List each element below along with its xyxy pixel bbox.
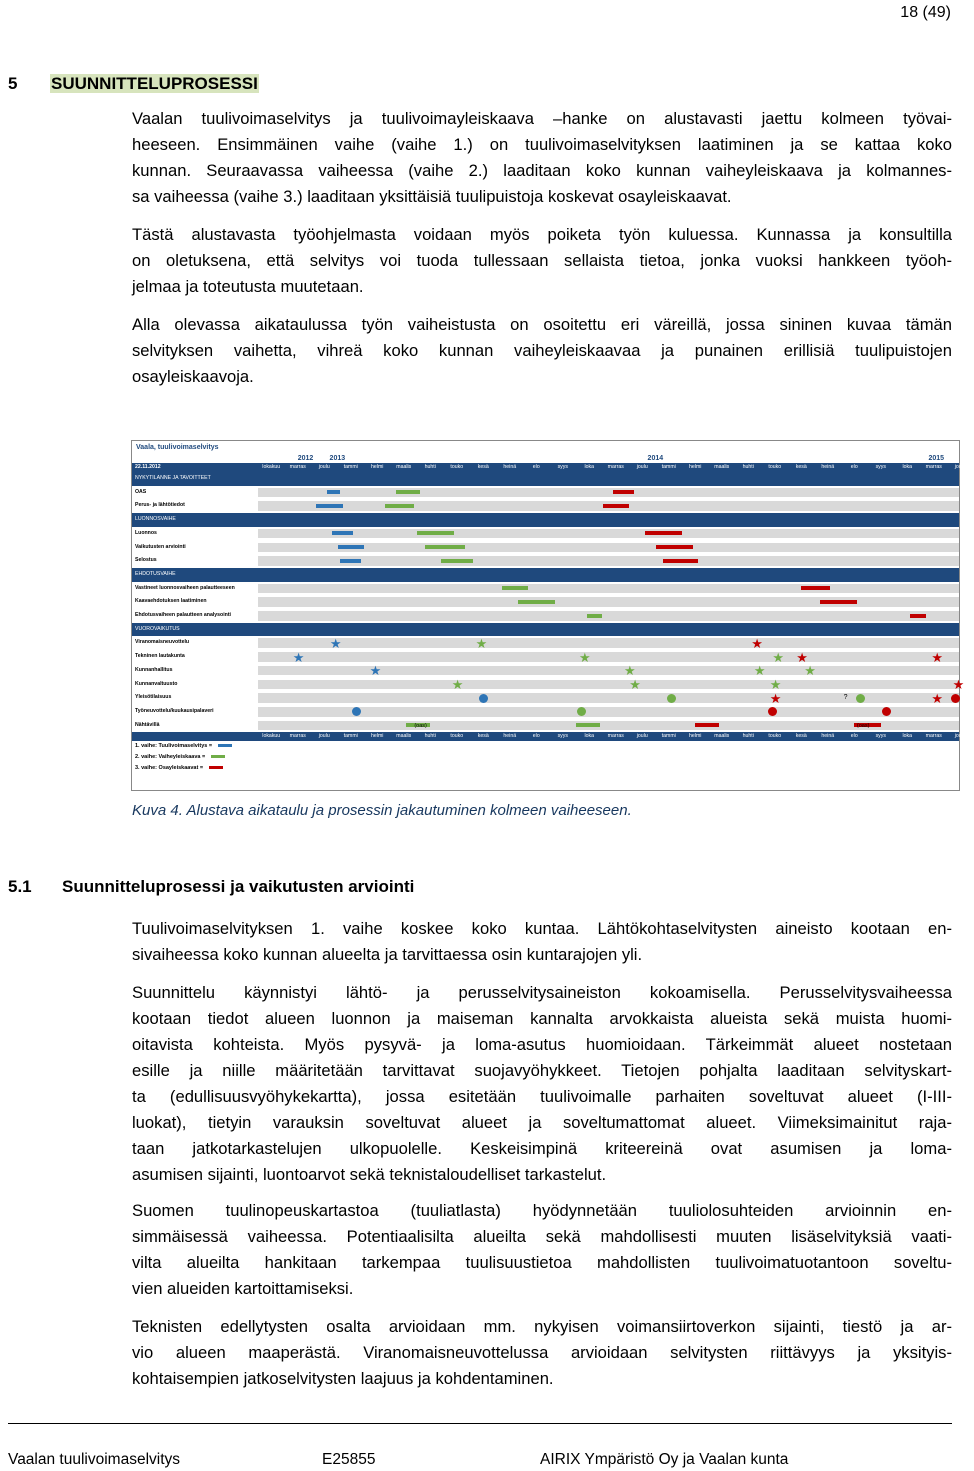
month-label: marras [289,733,306,740]
text-line: Alla olevassa aikataulussa työn vaiheistusta on osoitettu eri väreillä, jossa sininen kuvaa tämän [132,315,952,334]
milestone-star-icon: ★ [751,635,763,651]
oas-label: (oas) [414,722,427,729]
month-label: syys [557,464,568,470]
text-line: Tästä alustavasta työohjelmasta voidaan myös poiketa työn kuluessa. Kunnassa ja konsultilla [132,225,952,244]
task-bar [910,614,926,618]
month-label: heinä [503,464,517,470]
month-label: heinä [821,733,835,740]
paragraph [132,222,952,300]
paragraph [132,1198,952,1302]
task-bar [603,504,630,508]
row-label: Kaavaehdotuksen laatiminen [135,598,207,605]
footer-divider [8,1423,952,1424]
task-bar [425,545,465,549]
month-label: elo [532,464,540,470]
month-label: lokakuu [262,464,281,470]
text-line: luokat), tietyin varauksin soveltuvat alueet ja soveltumattomat alueet. Viimeksimainitut raja- [132,1113,952,1132]
month-label: marras [925,464,942,470]
display-period-bar [695,723,719,727]
row-stripe [258,635,959,651]
text-line: ta (edullisuusvyöhykekartta), jossa esitetään tuulivoimalle parhaiten soveltuvat alueet (I-III- [132,1087,952,1106]
legend-swatch [209,766,223,769]
gantt-title: Vaala, tuulivoimaselvitys [136,444,219,451]
month-label: huhti [424,464,436,470]
text-line: sivaiheessa koko kunnan alueelta ja tarvittaessa osin kuntarajojen yli. [132,945,643,964]
row-stripe [258,677,959,692]
meeting-circle-icon [479,694,488,703]
text-line: Tuulivoimaselvityksen 1. vaihe koskee koko kuntaa. Lähtökohtaselvitysten aineisto kootaan en- [132,919,952,938]
text-line: simmäisessä vaiheessa. Potentiaalisilta alueilta sekä mahdollisesti muuten lisäselvityksiä vaati- [132,1227,952,1246]
section-row [132,568,959,582]
month-label: joulu [636,733,648,740]
month-label: joulu [318,464,330,470]
milestone-star-icon: ★ [451,677,464,692]
month-label: syys [557,733,568,740]
row-label: Viranomaisneuvottelu [135,639,190,646]
section-heading [8,74,259,94]
text-line: sa vaiheessa (vaihe 3.) laaditaan yksittäisiä tuulipuistoja koskevat osayleiskaavat. [132,187,732,206]
task-bar [587,614,603,618]
month-label: joulu [318,733,330,740]
gantt-date: 22.11.2012 [135,464,161,470]
month-label: syys [875,733,886,740]
month-label: kesä [795,464,807,470]
task-bar [441,559,473,563]
month-label: huhti [742,733,754,740]
milestone-star-icon: ★ [769,690,782,706]
legend-label: 1. vaihe: Tuulivoimaselvitys = [135,743,213,750]
month-label: loka [584,464,595,470]
text-line: Suunnittelu käynnistyi lähtö- ja perusselvitysaineiston kokoamisella. Perusselvitysvaiheessa [132,983,952,1002]
section-row [132,623,959,637]
legend-swatch [211,755,225,758]
row-label: Tekninen lautakunta [135,653,185,660]
row-stripe [258,707,959,717]
milestone-star-icon: ★ [578,649,591,665]
month-label: marras [289,464,306,470]
month-label: marras [607,733,624,740]
section-title: SUUNNITTELUPROSESSI [51,74,258,93]
row-stripe [258,663,959,679]
text-line: kunnan. Seuraavassa vaiheessa (vaihe 2.) laaditaan koko kunnan vaiheyleiskaava ja kolmannes- [132,161,952,180]
year-label: 2012 [297,455,314,462]
legend-label: 2. vaihe: Vaiheyleiskaava = [135,754,206,761]
milestone-star-icon: ★ [329,635,342,651]
subsection-number: 5.1 [8,877,32,896]
footer-code: E25855 [322,1451,376,1468]
milestone-star-icon: ★ [624,663,636,679]
month-label: loka [902,464,913,470]
text-line: Suomen tuulinopeuskartastoa (tuuliatlasta) hyödynnetään tuuliolosuhteiden arvioinnin en- [132,1201,952,1220]
row-label: OAS [135,488,147,495]
month-label: elo [850,464,858,470]
text-line: osayleiskaavoja. [132,367,254,386]
milestone-star-icon: ★ [931,690,944,706]
month-label: touko [768,733,782,740]
month-label: huhti [742,464,754,470]
row-stripe [258,649,959,665]
row-label: Vaikutusten arviointi [135,543,186,550]
row-stripe [258,488,959,498]
row-label: Kunnanhallitus [135,666,173,673]
month-label: helmi [689,464,702,470]
row-stripe [258,556,959,566]
row-stripe [258,611,959,621]
month-label: joulu [954,733,966,740]
month-label: helmi [371,464,384,470]
paragraph [132,980,952,1188]
row-label: Selostus [135,557,157,564]
task-bar [820,600,857,604]
text-line: Teknisten edellytysten osalta arvioidaan mm. nykyisen voimansiirtoverkon sijainti, tiestö ja ar- [132,1317,952,1336]
month-label: tammi [343,464,358,470]
task-bar [340,559,361,563]
task-bar [385,504,414,508]
section-row [132,472,959,486]
paragraph [132,106,952,210]
row-stripe [258,529,959,539]
month-label: tammi [343,733,358,740]
milestone-star-icon: ★ [804,663,816,679]
text-line: vilta alueilta hankitaan tarkempaa tuulisuustietoa mahdollisten tuulivoimatuotantoon soveltu- [132,1253,952,1272]
display-period-bar [576,723,600,727]
milestone-star-icon: ★ [796,649,808,665]
month-label: tammi [661,733,676,740]
month-label: elo [850,733,858,740]
task-bar [338,545,365,549]
month-label: heinä [821,464,835,470]
row-label: Kunnanvaltuusto [135,680,178,687]
task-bar [801,586,830,590]
month-label: heinä [503,733,517,740]
schedule-gantt-chart [131,440,966,791]
month-label: joulu [954,464,966,470]
year-label: 2013 [329,455,346,462]
text-line: vio alueen maaperästä. Viranomaisneuvottelussa arvioidaan selvitysten riittävyys ja yksityis- [132,1343,952,1362]
section-number: 5 [8,74,18,93]
subsection-heading [8,877,414,897]
month-label: kesä [477,464,489,470]
month-label: elo [532,733,540,740]
month-label: marras [925,733,942,740]
month-label: maalis [396,464,412,470]
milestone-star-icon: ★ [629,677,641,692]
month-label: touko [768,464,782,470]
oas-label: (oas) [856,722,870,729]
task-bar [518,600,555,604]
text-line: jelmaa ja toteutusta muutetaan. [132,277,364,296]
task-bar [396,490,420,494]
row-label: Vastineet luonnosvaiheen palautteeseen [135,584,235,591]
text-line: taan jatkotarkastelujen ulkopuolelle. Keskeisimpinä kriteereinä ovat asumisen ja loma- [132,1139,952,1158]
month-label: syys [875,464,886,470]
milestone-star-icon: ★ [931,649,944,665]
figure-caption: Kuva 4. Alustava aikataulu ja prosessin jakautuminen kolmeen vaiheeseen. [132,802,632,819]
text-line: Vaalan tuulivoimaselvitys ja tuulivoimayleiskaava –hanke on alustavasti jaettu kolmeen työvai- [132,109,952,128]
text-line: asumisen sijainti, luontoarvot sekä teknistaloudelliset tarkastelut. [132,1165,607,1184]
month-label: loka [584,733,595,740]
row-label: NYKYTILANNE JA TAVOITTEET [135,475,211,481]
row-label: Perus- ja lähtötiedot [135,502,185,509]
text-line: heeseen. Ensimmäinen vaihe (vaihe 1.) on tuulivoimaselvityksen laatiminen ja se kattaa koko [132,135,952,154]
milestone-star-icon: ★ [369,663,382,679]
text-line: vien alueiden kartoittamiseksi. [132,1279,354,1298]
subsection-title: Suunnitteluprosessi ja vaikutusten arviointi [62,877,415,896]
month-label: touko [450,464,464,470]
milestone-star-icon: ★ [772,649,785,665]
milestone-star-icon: ★ [475,635,488,651]
row-label: Yleisötilaisuus [135,694,172,701]
row-label: VUOROVAIKUTUS [135,625,180,632]
month-label: loka [902,733,913,740]
year-label: 2015 [928,455,945,462]
month-label: marras [607,464,624,470]
row-label: EHDOTUSVAIHE [135,570,176,577]
legend-item [135,754,225,760]
row-label: Nähtävillä [135,721,160,728]
milestone-star-icon: ★ [753,663,766,679]
task-bar [613,490,634,494]
paragraph [132,312,952,390]
milestone-star-icon: ★ [292,649,305,665]
task-bar [417,531,454,535]
month-label: kesä [477,733,489,740]
text-line: esille ja niille määritetään tarvittavat suojavyöhykkeet. Tietojen pohjalta laaditaan selvityskart- [132,1061,952,1080]
row-label: Luonnos [135,529,157,536]
milestone-star-icon: ★ [769,677,782,692]
row-stripe [258,690,959,706]
footer-project: Vaalan tuulivoimaselvitys [8,1451,181,1468]
legend-item [135,743,232,749]
month-label: kesä [795,733,807,740]
milestone-star-icon: ★ [952,677,965,692]
task-bar [663,559,697,563]
task-bar [327,490,340,494]
legend-label: 3. vaihe: Osayleiskaavat = [135,765,204,772]
month-label: huhti [424,733,436,740]
footer-company: AIRIX Ympäristö Oy ja Vaalan kunta [540,1451,789,1468]
task-bar [656,545,693,549]
month-label: touko [450,733,464,740]
month-label: helmi [689,733,702,740]
month-label: joulu [636,464,648,470]
text-line: kootaan tiedot alueen luonnon ja maiseman kannalta arvokkaista alueista sekä muista huomi- [132,1009,952,1028]
text-line: on oletuksena, että selvitys voi tuoda tullessaan sellaista tietoa, jonka vuoksi hankkeen työoh- [132,251,952,270]
month-label: maalis [396,733,412,740]
month-label: tammi [661,464,676,470]
meeting-circle-icon [856,694,865,703]
month-label: maalis [714,464,730,470]
task-bar [316,504,343,508]
page-number: 18 (49) [900,4,951,21]
task-bar [332,531,353,535]
row-stripe [258,584,959,594]
year-label: 2014 [647,455,664,462]
task-bar [645,531,682,535]
question-mark: ? [843,694,848,702]
row-label: LUONNOSVAIHE [135,516,176,523]
text-line: selvityksen vaihetta, vihreä koko kunnan vaiheyleiskaavaa ja punainen erillisiä tuulipuistojen [132,341,952,360]
section-row [132,513,959,527]
legend-item [135,765,223,771]
month-label: lokakuu [262,733,281,740]
row-label: Työneuvottelu/kuukausipalaveri [135,707,214,714]
paragraph [132,916,952,968]
paragraph [132,1314,952,1392]
row-label: Ehdotusvaiheen palautteen analysointi [135,612,231,618]
task-bar [502,586,529,590]
meeting-circle-icon [951,694,960,703]
text-line: oitavista kohteista. Myös pysyvä- ja loma-asutus huomioidaan. Tärkeimmät alueet nostetaan [132,1035,952,1054]
month-label: maalis [714,733,730,740]
month-label: helmi [371,733,384,740]
legend-swatch [218,744,232,747]
text-line: kohtaisempien jatkoselvitysten laajuus ja kohdentaminen. [132,1369,554,1388]
